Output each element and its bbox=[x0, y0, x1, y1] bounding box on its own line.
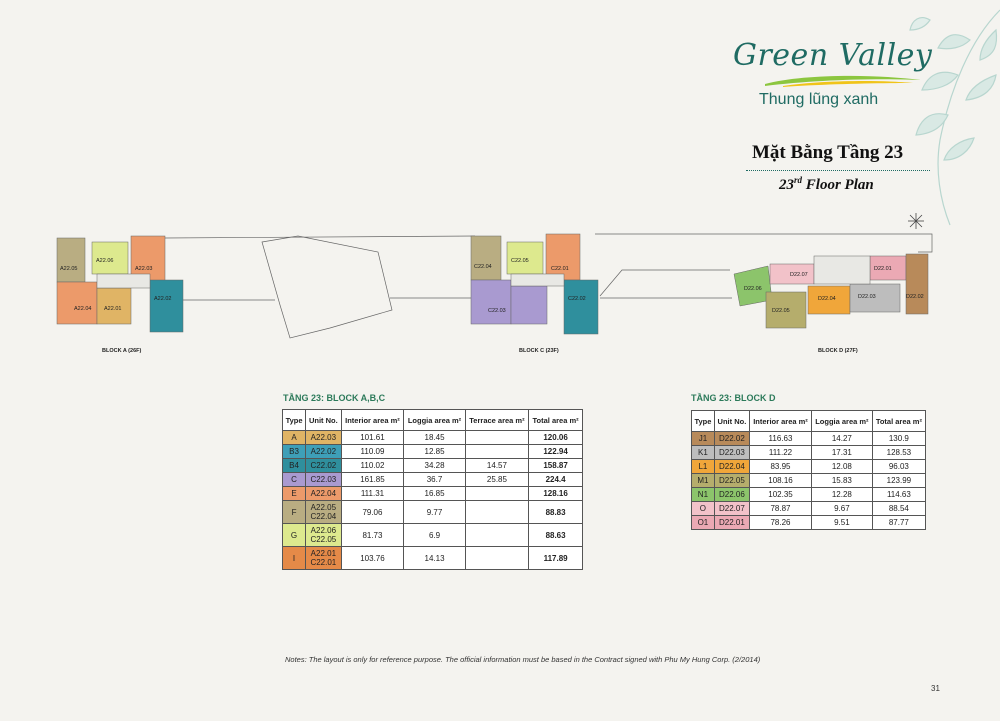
interior-cell: 111.22 bbox=[749, 446, 811, 460]
title-divider bbox=[746, 170, 930, 171]
terrace-cell: 25.85 bbox=[465, 473, 528, 487]
terrace-cell bbox=[465, 431, 528, 445]
unit-label: C22.05 bbox=[511, 258, 529, 264]
unit-cell: D22.06 bbox=[714, 488, 749, 502]
unit-label: D22.02 bbox=[906, 294, 924, 300]
interior-cell: 161.85 bbox=[341, 473, 404, 487]
loggia-cell: 36.7 bbox=[404, 473, 465, 487]
table-row bbox=[283, 431, 583, 445]
total-cell: 158.87 bbox=[529, 459, 583, 473]
unit-label: D22.05 bbox=[772, 308, 790, 314]
logo-name: Green Valley bbox=[733, 38, 933, 73]
logo-subtitle: Thung lũng xanh bbox=[759, 91, 879, 108]
table-row bbox=[283, 524, 583, 547]
unit-line-2: C22.01 bbox=[310, 558, 337, 567]
total-cell: 122.94 bbox=[529, 445, 583, 459]
unit-cell: C22.03 bbox=[306, 473, 342, 487]
unit-label: D22.03 bbox=[858, 294, 876, 300]
loggia-cell: 18.45 bbox=[404, 431, 465, 445]
interior-cell: 116.63 bbox=[749, 432, 811, 446]
block-a-label: BLOCK A (26F) bbox=[102, 348, 142, 354]
unit-cell bbox=[306, 547, 342, 570]
total-cell: 88.54 bbox=[872, 502, 925, 516]
type-cell: M1 bbox=[692, 474, 715, 488]
unit-line-1: A22.05 bbox=[310, 503, 337, 512]
total-cell: 120.06 bbox=[529, 431, 583, 445]
table-row bbox=[692, 446, 926, 460]
type-cell: K1 bbox=[692, 446, 715, 460]
total-cell: 130.9 bbox=[872, 432, 925, 446]
interior-cell: 101.61 bbox=[341, 431, 404, 445]
header-interior: Interior area m² bbox=[749, 411, 811, 432]
table-row bbox=[283, 473, 583, 487]
unit-label: C22.01 bbox=[551, 266, 569, 272]
loggia-cell: 12.28 bbox=[812, 488, 873, 502]
header-loggia: Loggia area m² bbox=[404, 410, 465, 431]
unit-cell: C22.02 bbox=[306, 459, 342, 473]
type-cell: L1 bbox=[692, 460, 715, 474]
table-row bbox=[692, 460, 926, 474]
type-cell: B3 bbox=[283, 445, 306, 459]
type-cell: E bbox=[283, 487, 306, 501]
interior-cell: 81.73 bbox=[341, 524, 404, 547]
page-title-vietnamese: Mặt Bằng Tầng 23 bbox=[752, 142, 904, 163]
interior-cell: 110.09 bbox=[341, 445, 404, 459]
terrace-cell bbox=[465, 501, 528, 524]
header-interior: Interior area m² bbox=[341, 410, 404, 431]
compass-icon bbox=[908, 213, 924, 229]
loggia-cell: 6.9 bbox=[404, 524, 465, 547]
type-cell: B4 bbox=[283, 459, 306, 473]
title-en-text: Floor Plan bbox=[802, 177, 874, 193]
interior-cell: 111.31 bbox=[341, 487, 404, 501]
total-cell: 123.99 bbox=[872, 474, 925, 488]
total-cell: 128.53 bbox=[872, 446, 925, 460]
table-row bbox=[283, 547, 583, 570]
unit-label: A22.02 bbox=[154, 296, 172, 302]
type-cell: J1 bbox=[692, 432, 715, 446]
unit-label: D22.04 bbox=[818, 296, 836, 302]
title-en-ordinal: rd bbox=[794, 175, 803, 185]
total-cell: 117.89 bbox=[529, 547, 583, 570]
logo-swoosh-icon bbox=[763, 74, 923, 88]
total-cell: 88.83 bbox=[529, 501, 583, 524]
unit-cell: D22.01 bbox=[714, 516, 749, 530]
loggia-cell: 12.85 bbox=[404, 445, 465, 459]
total-cell: 87.77 bbox=[872, 516, 925, 530]
unit-label: A22.01 bbox=[104, 306, 122, 312]
block-d-plan bbox=[734, 254, 928, 328]
total-cell: 96.03 bbox=[872, 460, 925, 474]
unit-cell: A22.02 bbox=[306, 445, 342, 459]
block-d-label: BLOCK D (27F) bbox=[818, 348, 858, 354]
interior-cell: 79.06 bbox=[341, 501, 404, 524]
area-table-block-abc bbox=[282, 409, 583, 570]
title-en-number: 23 bbox=[779, 177, 794, 193]
total-cell: 224.4 bbox=[529, 473, 583, 487]
type-cell: O bbox=[692, 502, 715, 516]
unit-label: D22.06 bbox=[744, 286, 762, 292]
loggia-cell: 14.13 bbox=[404, 547, 465, 570]
unit-line-1: A22.06 bbox=[310, 526, 337, 535]
loggia-cell: 16.85 bbox=[404, 487, 465, 501]
unit-cell: D22.03 bbox=[714, 446, 749, 460]
terrace-cell bbox=[465, 487, 528, 501]
unit-cell: D22.05 bbox=[714, 474, 749, 488]
interior-cell: 78.87 bbox=[749, 502, 811, 516]
type-cell: G bbox=[283, 524, 306, 547]
table-row bbox=[692, 488, 926, 502]
unit-cell: D22.07 bbox=[714, 502, 749, 516]
interior-cell: 102.35 bbox=[749, 488, 811, 502]
loggia-cell: 12.08 bbox=[812, 460, 873, 474]
type-cell: N1 bbox=[692, 488, 715, 502]
table-header-row bbox=[692, 411, 926, 432]
page-number: 31 bbox=[931, 684, 940, 693]
table-row bbox=[692, 432, 926, 446]
unit-label: A22.04 bbox=[74, 306, 92, 312]
interior-cell: 108.16 bbox=[749, 474, 811, 488]
loggia-cell: 9.67 bbox=[812, 502, 873, 516]
table-row bbox=[692, 474, 926, 488]
header-total: Total area m² bbox=[872, 411, 925, 432]
unit-cell: A22.04 bbox=[306, 487, 342, 501]
unit-cell bbox=[306, 524, 342, 547]
floor-plan-diagram bbox=[0, 200, 1000, 370]
type-cell: I bbox=[283, 547, 306, 570]
table-header-row bbox=[283, 410, 583, 431]
unit-cell bbox=[306, 501, 342, 524]
type-cell: F bbox=[283, 501, 306, 524]
table-d-title: TẦNG 23: BLOCK D bbox=[691, 393, 776, 403]
total-cell: 88.63 bbox=[529, 524, 583, 547]
unit-line-2: C22.04 bbox=[310, 512, 337, 521]
unit-cell: D22.02 bbox=[714, 432, 749, 446]
loggia-cell: 9.77 bbox=[404, 501, 465, 524]
header-terrace: Terrace area m² bbox=[465, 410, 528, 431]
unit-label: C22.02 bbox=[568, 296, 586, 302]
loggia-cell: 15.83 bbox=[812, 474, 873, 488]
loggia-cell: 14.27 bbox=[812, 432, 873, 446]
interior-cell: 83.95 bbox=[749, 460, 811, 474]
interior-cell: 110.02 bbox=[341, 459, 404, 473]
unit-label: A22.06 bbox=[96, 258, 114, 264]
table-row bbox=[692, 516, 926, 530]
table-row bbox=[283, 487, 583, 501]
unit-label: C22.04 bbox=[474, 264, 492, 270]
unit-label: A22.03 bbox=[135, 266, 153, 272]
loggia-cell: 9.51 bbox=[812, 516, 873, 530]
type-cell: C bbox=[283, 473, 306, 487]
header-unit: Unit No. bbox=[714, 411, 749, 432]
header-type: Type bbox=[283, 410, 306, 431]
unit-label: A22.05 bbox=[60, 266, 78, 272]
block-c-plan bbox=[471, 234, 598, 334]
terrace-cell bbox=[465, 547, 528, 570]
header-unit: Unit No. bbox=[306, 410, 342, 431]
header-type: Type bbox=[692, 411, 715, 432]
unit-label: C22.03 bbox=[488, 308, 506, 314]
interior-cell: 103.76 bbox=[341, 547, 404, 570]
unit-cell: A22.03 bbox=[306, 431, 342, 445]
terrace-cell bbox=[465, 445, 528, 459]
loggia-cell: 17.31 bbox=[812, 446, 873, 460]
header-total: Total area m² bbox=[529, 410, 583, 431]
terrace-cell bbox=[465, 524, 528, 547]
unit-cell: D22.04 bbox=[714, 460, 749, 474]
table-row bbox=[283, 459, 583, 473]
total-cell: 114.63 bbox=[872, 488, 925, 502]
unit-line-1: A22.01 bbox=[310, 549, 337, 558]
table-row bbox=[692, 502, 926, 516]
block-a-plan bbox=[57, 236, 183, 332]
area-table-block-d bbox=[691, 410, 926, 530]
unit-label: D22.07 bbox=[790, 272, 808, 278]
table-abc-title: TẦNG 23: BLOCK A,B,C bbox=[283, 393, 386, 403]
green-valley-logo bbox=[733, 30, 933, 120]
table-row bbox=[283, 501, 583, 524]
unit-label: D22.01 bbox=[874, 266, 892, 272]
disclaimer-note: Notes: The layout is only for reference purpose. The official information must be based in the Contract signed with Phu My Hung Corp. (2/2014) bbox=[285, 655, 761, 664]
total-cell: 128.16 bbox=[529, 487, 583, 501]
loggia-cell: 34.28 bbox=[404, 459, 465, 473]
type-cell: O1 bbox=[692, 516, 715, 530]
block-c-label: BLOCK C (23F) bbox=[519, 348, 559, 354]
table-row bbox=[283, 445, 583, 459]
unit-line-2: C22.05 bbox=[310, 535, 337, 544]
header-loggia: Loggia area m² bbox=[812, 411, 873, 432]
terrace-cell: 14.57 bbox=[465, 459, 528, 473]
type-cell: A bbox=[283, 431, 306, 445]
page-title-english bbox=[779, 175, 874, 194]
interior-cell: 78.26 bbox=[749, 516, 811, 530]
